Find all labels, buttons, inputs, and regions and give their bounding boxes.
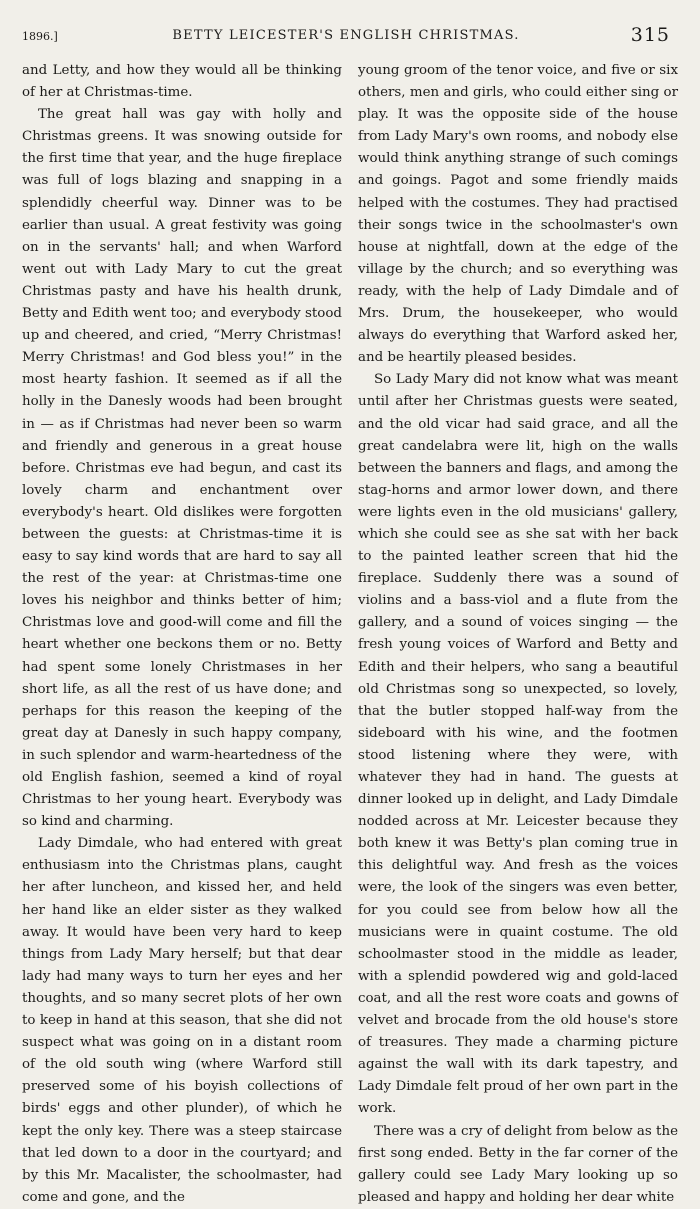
paragraph: Lady Dimdale, who had entered with great enthusiasm into the Christmas plans, caught her after luncheon, and kissed her, and held her hand like an elder sister as they walked away. It would have been very hard to keep things from Lady Mary herself; but that dear lady had many ways to turn her eyes and her thoughts, and so many secret plots of her own to keep in hand at this season, that she did not suspect what was going on in a distant room of the old south wing (where Warford still preserved some of his boyish collections of birds' eggs and other plunder), of which he kept the only key. There was a steep staircase that led down to a door in the courtyard; and by this Mr. Macalister, the schoolmaster, had come and gone, and the	[22, 836, 342, 1205]
paragraph: So Lady Mary did not know what was meant until after her Christmas guests were seated, and the old vicar had said grace, and all the great candelabra were lit, high on the walls between the banners and flags, and among the stag-horns and armor lower down, and there were lights even in the old musicians' gallery, which she could see as she sat with her back to the painted leather screen that hid the fireplace. Suddenly there was a sound of violins and a bass-viol and a flute from the gallery, and a sound of voices singing — the fresh young voices of Warford and Betty and Edith and their helpers, who sang a beautiful old Christmas song so unexpected, so lovely, that the butler stopped half-way from the sideboard with his wine, and the footmen stood listening where they were, with whatever they had in hand. The guests at dinner looked up in delight, and Lady Dimdale nodded across at Mr. Leicester because they both knew it was Betty's plan coming true in this delightful way. And fresh as the voices were, the look of the singers was even better, for you could see from below how all the musicians were in quaint costume. The old schoolmaster stood in the middle as leader, with a splendid powdered wig and gold-laced coat, and all the rest wore coats and gowns of velvet and brocade from the old house's store of treasures. They made a charming picture against the wall with its dark tapestry, and Lady Dimdale felt proud of her own part in the work.	[358, 372, 678, 1117]
page-number: 315	[630, 24, 670, 46]
left-column	[22, 60, 342, 1209]
paragraph: The great hall was gay with holly and Christmas greens. It was snowing outside for the first time that year, and the huge fireplace was full of logs blazing and snapping in a splendidly cheerful way. Dinner was to be earlier than usual. A great festivity was going on in the servants' hall; and when Warford went out with Lady Mary to cut the great Christmas pasty and have his health drunk, Betty and Edith went too; and everybody stood up and cheered, and cried, “Merry Christmas! Merry Christmas! and God bless you!” in the most hearty fashion. It seemed as if all the holly in the Danesly woods had been brought in — as if Christmas had never been so warm and friendly and generous in a great house before. Christmas eve had begun, and cast its lovely charm and enchantment over everybody's heart. Old dislikes were forgotten between the guests: at Christmas-time it is easy to say kind words that are hard to say all the rest of the year: at Christmas-time one loves his neighbor and thinks better of him; Christmas love and good-will come and fill the heart whether one beckons them or no. Betty had spent some lonely Christmases in her short life, as all the rest of us have done; and perhaps for this reason the keeping of the great day at Danesly in such happy company, in such splendor and warm-heartedness of the old English fashion, seemed a kind of royal Christmas to her young heart. Everybody was so kind and charming.	[22, 107, 342, 830]
header-title: BETTY LEICESTER'S ENGLISH CHRISTMAS.	[172, 28, 520, 43]
paragraph: There was a cry of delight from below as the first song ended. Betty in the far corner of the gallery could see Lady Mary looking up so pleased and happy and holding her dear white	[358, 1123, 678, 1205]
header-date: 1896.]	[22, 30, 58, 43]
paragraph: and Letty, and how they would all be thinking of her at Christmas-time.	[22, 63, 342, 101]
right-column	[358, 60, 678, 1209]
running-header	[22, 22, 670, 48]
paragraph: young groom of the tenor voice, and five or six others, men and girls, who could either sing or play. It was the opposite side of the house from Lady Mary's own rooms, and nobody else would think anything strange of such comings and goings. Pagot and some friendly maids helped with the costumes. They had practised their songs twice in the schoolmaster's own house at nightfall, down at the edge of the village by the church; and so everything was ready, with the help of Lady Dimdale and of Mrs. Drum, the housekeeper, who would always do everything that Warford asked her, and be heartily pleased besides.	[358, 63, 678, 366]
